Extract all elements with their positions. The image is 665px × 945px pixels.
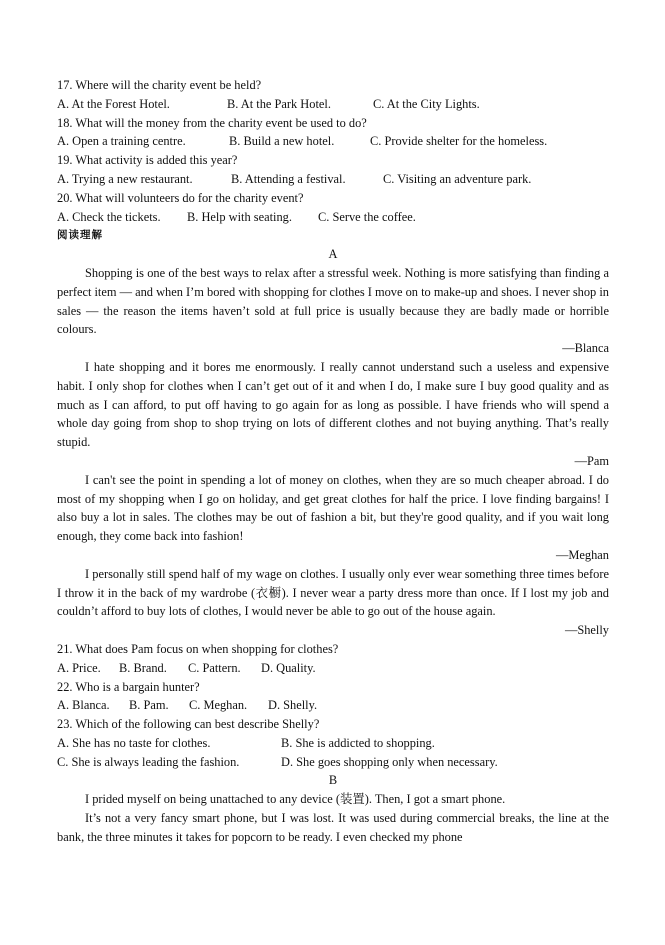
question-17 bbox=[57, 76, 609, 114]
option: A. Blanca. bbox=[57, 698, 110, 713]
options-row bbox=[57, 659, 609, 678]
option: C. Serve the coffee. bbox=[318, 209, 416, 224]
option: C. Pattern. bbox=[188, 660, 241, 675]
paragraph-text: I hate shopping and it bores me enormously. I really cannot understand such a useless and expensive habit. I only shop for clothes when I can’t get out of it and when I do, I make sure I buy good quality and as much as I can afford, to put off having to go again for as long as possible. I have friends who will spend a whole day going from shop to shop trying on lots of different clothes and not buying anything. That’s really stupid. bbox=[57, 359, 609, 450]
option: B. Build a new hotel. bbox=[229, 134, 335, 149]
option: D. Quality. bbox=[261, 660, 316, 675]
option: A. Check the tickets. bbox=[57, 209, 161, 224]
passage-a-paragraph-2 bbox=[57, 358, 609, 471]
section-heading: 阅读理解 bbox=[57, 229, 103, 242]
options-row bbox=[57, 753, 609, 772]
author-signature: —Shelly bbox=[564, 623, 609, 638]
question-18 bbox=[57, 114, 609, 152]
option: A. She has no taste for clothes. bbox=[57, 735, 211, 750]
option: B. At the Park Hotel. bbox=[227, 96, 331, 111]
option: A. Open a training centre. bbox=[57, 134, 186, 149]
paragraph-text: I personally still spend half of my wage on clothes. I usually only ever wear something three times before I throw it in the back of my wardrobe (衣橱). I never wear a party dress more than once. If I lost my job and couldn’t afford to buy lots of clothes, I would never be able to go out of the house again. bbox=[57, 566, 609, 619]
option: D. Shelly. bbox=[268, 698, 318, 713]
options-row bbox=[57, 696, 609, 715]
option: D. She goes shopping only when necessary. bbox=[281, 754, 498, 769]
option: B. Brand. bbox=[119, 660, 167, 675]
option: C. Meghan. bbox=[189, 698, 248, 713]
option: B. Help with seating. bbox=[187, 209, 292, 224]
question-text: 17. Where will the charity event be held? bbox=[57, 78, 262, 92]
passage-b-paragraph-2: It’s not a very fancy smart phone, but I was lost. It was used during commercial breaks, the line at the bank, the three minutes it takes for popcorn to be ready. I even checked my phone bbox=[57, 811, 609, 844]
passage-a-paragraph-3 bbox=[57, 471, 609, 565]
option: A. Price. bbox=[57, 660, 101, 675]
option: B. Pam. bbox=[129, 698, 169, 713]
question-19 bbox=[57, 151, 609, 189]
options-row bbox=[57, 170, 609, 189]
question-21 bbox=[57, 640, 609, 678]
options-row bbox=[57, 132, 609, 151]
passage-b-paragraph-1: I prided myself on being unattached to any device (装置). Then, I got a smart phone. bbox=[85, 792, 506, 807]
question-20 bbox=[57, 189, 609, 227]
passage-a-paragraph-1 bbox=[57, 264, 609, 358]
question-text: 21. What does Pam focus on when shopping for clothes? bbox=[57, 641, 339, 656]
option: B. Attending a festival. bbox=[231, 171, 346, 186]
options-row bbox=[57, 734, 609, 753]
option: A. Trying a new restaurant. bbox=[57, 171, 193, 186]
options-row bbox=[57, 208, 609, 227]
question-text: 19. What activity is added this year? bbox=[57, 153, 238, 168]
author-signature: —Pam bbox=[574, 453, 609, 468]
exam-page bbox=[57, 76, 609, 847]
options-row bbox=[57, 95, 609, 114]
option: A. At the Forest Hotel. bbox=[57, 96, 170, 111]
author-signature: —Blanca bbox=[562, 341, 609, 356]
author-signature: —Meghan bbox=[556, 547, 609, 562]
question-text: 23. Which of the following can best describe Shelly? bbox=[57, 717, 320, 732]
option: C. She is always leading the fashion. bbox=[57, 754, 240, 769]
option: C. At the City Lights. bbox=[373, 96, 480, 111]
paragraph-text: I can't see the point in spending a lot of money on clothes, when they are so much cheaper abroad. I do most of my shopping when I go on holiday, and get great clothes for half the price. I love finding bargains! I also buy a lot in sales. The clothes may be out of fashion a bit, but they're good quality, and if you wait long enough, they come back into fashion! bbox=[57, 472, 609, 544]
passage-a-letter: A bbox=[328, 247, 338, 262]
question-23 bbox=[57, 715, 609, 771]
option: C. Provide shelter for the homeless. bbox=[370, 134, 548, 149]
passage-a-paragraph-4 bbox=[57, 565, 609, 640]
question-text: 18. What will the money from the charity event be used to do? bbox=[57, 115, 367, 130]
option: B. She is addicted to shopping. bbox=[281, 735, 435, 750]
passage-b-letter: B bbox=[328, 773, 338, 788]
question-22 bbox=[57, 678, 609, 716]
paragraph-text: Shopping is one of the best ways to relax after a stressful week. Nothing is more satisfying than finding a perfect item — and when I’m bored with shopping for clothes I move on to make-up and shoes. I never shop in sales — the reason the items haven’t sold at full price is usually because they are badly made or horrible colours. bbox=[57, 265, 609, 337]
question-text: 22. Who is a bargain hunter? bbox=[57, 679, 200, 694]
question-text: 20. What will volunteers do for the charity event? bbox=[57, 190, 304, 205]
option: C. Visiting an adventure park. bbox=[383, 171, 532, 186]
